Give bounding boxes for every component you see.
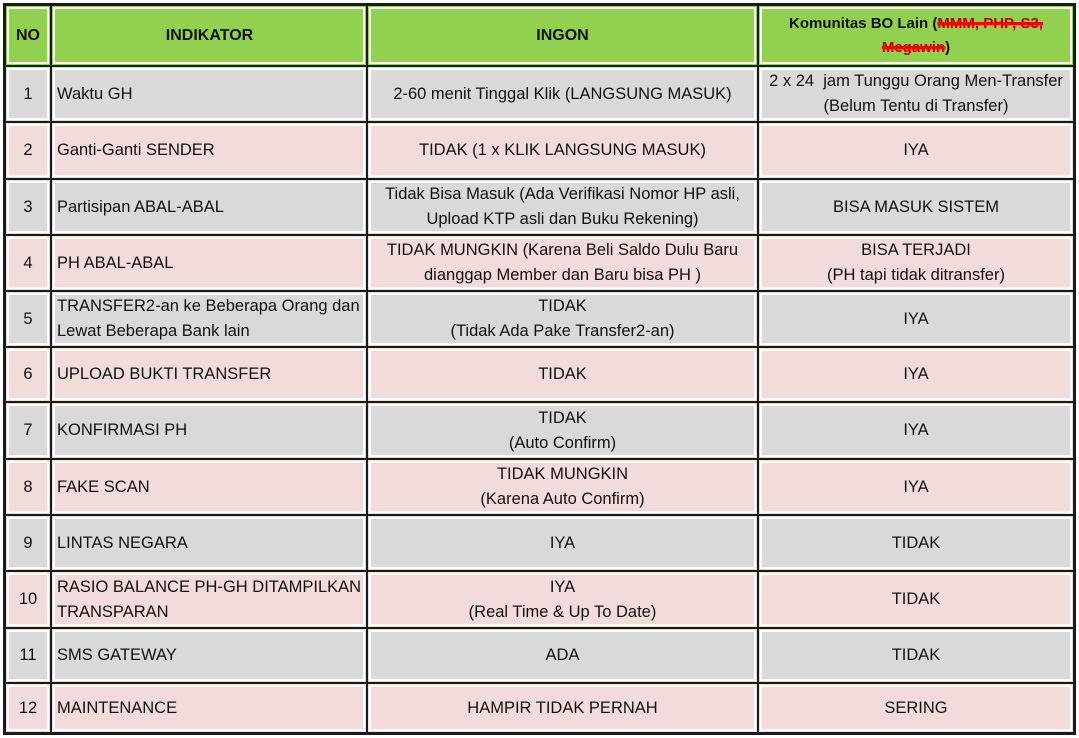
cell-komunitas [758,402,1074,459]
cell-ingon [367,122,758,179]
cell-indikator-text: TRANSPARAN [57,602,169,621]
cell-ingon-text: TIDAK [538,365,587,383]
cell-komunitas-text: SERING [884,698,948,717]
cell-indikator-lines [57,696,177,721]
cell-komunitas-lines [833,195,999,220]
header-no-label: NO [16,27,40,44]
cell-no [5,683,51,733]
cell-komunitas [758,628,1074,683]
cell-komunitas-lines [903,475,928,500]
cell-ingon-text: Upload KTP asli dan Buku Rekening) [426,210,699,228]
table-row [5,66,1074,122]
cell-komunitas-lines [892,643,941,668]
cell-komunitas [758,179,1074,235]
table-row [5,459,1074,515]
cell-komunitas-text: TIDAK [891,646,941,664]
table-row [5,347,1074,402]
cell-komunitas-lines [884,696,947,721]
cell-no-text: 1 [23,84,33,103]
cell-indikator-text: LINTAS NEGARA [57,533,188,552]
cell-komunitas [758,347,1074,402]
cell-komunitas [758,291,1074,347]
comparison-table [3,3,1076,735]
cell-ingon-lines [509,406,616,456]
cell-komunitas-lines [892,587,941,612]
cell-indikator-lines [57,575,361,625]
cell-no [5,459,51,515]
cell-ingon-lines [467,696,657,721]
cell-ingon [367,683,758,733]
cell-ingon-lines [480,462,644,512]
cell-no-text: 5 [23,309,33,328]
header-indikator-label: INDIKATOR [165,27,254,44]
cell-no [5,66,51,122]
cell-indikator-text: UPLOAD BUKTI TRANSFER [57,365,272,383]
cell-komunitas-lines [903,362,928,387]
cell-ingon-text: TIDAK MUNGKIN [496,465,629,483]
cell-ingon-lines [387,238,738,288]
komunitas-prefix: Komunitas BO Lain ( [789,14,938,32]
cell-indikator [51,515,367,571]
cell-indikator-text: FAKE SCAN [57,477,150,496]
cell-ingon [367,347,758,402]
cell-ingon-text: TIDAK MUNGKIN (Karena Beli Saldo Dulu Baru [386,241,739,259]
cell-indikator-lines [57,531,188,556]
cell-ingon-lines [469,575,657,625]
header-ingon [367,5,758,66]
komunitas-struck-1: MMM, PHP, S3, [937,14,1043,32]
cell-komunitas-text: TIDAK [891,590,941,608]
cell-ingon [367,402,758,459]
cell-no [5,571,51,628]
table-row [5,515,1074,571]
cell-indikator-text: SMS GATEWAY [57,646,177,664]
cell-komunitas-lines [903,138,928,163]
cell-komunitas-lines [903,418,928,443]
cell-indikator [51,66,367,122]
cell-ingon-lines [419,138,706,163]
cell-ingon [367,179,758,235]
cell-indikator [51,628,367,683]
cell-komunitas [758,571,1074,628]
table-row [5,571,1074,628]
cell-komunitas-text: (PH tapi tidak ditransfer) [827,266,1005,284]
cell-komunitas-lines [827,238,1005,288]
cell-komunitas-text: IYA [903,309,929,328]
cell-ingon-text: IYA [549,577,576,596]
table-row [5,122,1074,179]
table-row [5,179,1074,235]
cell-indikator-lines [57,643,177,668]
cell-indikator-lines [57,294,360,344]
cell-ingon-text: 2-60 menit Tinggal Klik (LANGSUNG MASUK) [393,84,732,103]
cell-indikator-lines [57,418,187,443]
header-indikator [51,5,367,66]
cell-ingon-text: IYA [549,533,576,552]
cell-ingon-text: (Karena Auto Confirm) [480,490,645,508]
cell-indikator [51,179,367,235]
cell-ingon-text: TIDAK [538,297,587,315]
cell-komunitas-text: IYA [903,477,929,496]
cell-no [5,291,51,347]
header-komunitas [758,5,1074,66]
komunitas-struck-2: Megawin [881,38,946,56]
cell-indikator [51,122,367,179]
cell-komunitas [758,683,1074,733]
cell-komunitas-text: 2 x 24 jam Tunggu Orang Men-Transfer [769,72,1063,90]
cell-indikator-text: Ganti-Ganti SENDER [57,141,215,159]
cell-komunitas-text: IYA [903,365,929,383]
cell-komunitas-text: TIDAK [891,533,941,552]
cell-ingon-lines [550,531,575,556]
cell-ingon [367,571,758,628]
cell-indikator-text: MAINTENANCE [57,698,178,717]
cell-komunitas-lines [892,531,941,556]
cell-komunitas-lines [903,307,928,332]
cell-ingon [367,66,758,122]
komunitas-suffix: ) [945,38,951,56]
cell-no-text: 12 [18,698,38,717]
cell-indikator-lines [57,138,215,163]
cell-komunitas-text: BISA TERJADI [861,241,971,259]
cell-no-text: 9 [23,533,33,552]
table-row [5,291,1074,347]
table-row [5,402,1074,459]
cell-ingon-lines [538,362,587,387]
cell-no-text: 3 [23,197,33,216]
cell-ingon-text: HAMPIR TIDAK PERNAH [467,698,658,717]
cell-ingon-text: (Auto Confirm) [508,433,617,452]
cell-ingon-text: dianggap Member dan Baru bisa PH ) [424,266,701,284]
cell-no [5,347,51,402]
cell-komunitas [758,66,1074,122]
cell-ingon-text: TIDAK [538,408,587,427]
cell-indikator-text: Partisipan ABAL-ABAL [57,197,224,216]
cell-ingon-lines [450,294,674,344]
cell-indikator [51,683,367,733]
cell-no [5,122,51,179]
table-row [5,683,1074,733]
cell-no-text: 4 [23,253,33,272]
cell-ingon-lines [393,82,731,107]
cell-ingon-lines [546,643,580,668]
cell-no-text: 8 [23,477,33,496]
cell-ingon-text: ADA [545,646,580,664]
cell-komunitas-lines [769,69,1063,119]
cell-no-text: 7 [23,421,33,439]
cell-indikator [51,235,367,291]
cell-komunitas [758,459,1074,515]
cell-no [5,515,51,571]
cell-komunitas [758,122,1074,179]
cell-ingon-text: Tidak Bisa Masuk (Ada Verifikasi Nomor HP asli, [385,185,740,203]
cell-no [5,402,51,459]
header-komunitas-label [789,12,1043,60]
cell-indikator-lines [57,362,271,387]
cell-no-text: 2 [23,141,33,159]
cell-indikator-text: TRANSFER2-an ke Beberapa Orang dan [57,297,360,315]
cell-ingon-lines [385,182,740,232]
cell-komunitas [758,515,1074,571]
table-row [5,628,1074,683]
cell-ingon-text: (Tidak Ada Pake Transfer2-an) [450,322,675,340]
cell-indikator [51,571,367,628]
cell-indikator [51,459,367,515]
cell-indikator [51,291,367,347]
table-header-row [5,5,1074,66]
cell-komunitas-text: IYA [903,141,929,159]
cell-indikator [51,402,367,459]
cell-ingon-text: TIDAK (1 x KLIK LANGSUNG MASUK) [419,141,706,159]
cell-indikator-lines [57,251,173,276]
cell-komunitas-text: IYA [903,421,929,439]
cell-no [5,628,51,683]
cell-ingon [367,235,758,291]
cell-ingon [367,628,758,683]
table-row [5,235,1074,291]
cell-indikator-text: KONFIRMASI PH [57,421,188,439]
cell-no [5,179,51,235]
cell-no-text: 11 [19,646,37,664]
cell-no-text: 6 [23,365,33,383]
cell-komunitas-text: (Belum Tentu di Transfer) [823,97,1009,115]
cell-komunitas [758,235,1074,291]
cell-indikator-text: RASIO BALANCE PH-GH DITAMPILKAN [57,577,362,596]
cell-indikator-text: PH ABAL-ABAL [57,253,174,272]
cell-no-text: 10 [18,590,38,608]
cell-indikator-text: Waktu GH [57,84,133,103]
cell-ingon [367,515,758,571]
header-no [5,5,51,66]
header-ingon-label: INGON [536,27,589,44]
cell-indikator-lines [57,475,150,500]
cell-indikator [51,347,367,402]
cell-ingon [367,291,758,347]
cell-indikator-text: Lewat Beberapa Bank lain [57,322,250,340]
cell-indikator-lines [57,82,132,107]
cell-komunitas-text: BISA MASUK SISTEM [833,197,999,216]
cell-ingon [367,459,758,515]
cell-indikator-lines [57,195,224,220]
cell-ingon-text: (Real Time & Up To Date) [468,602,657,621]
cell-no [5,235,51,291]
